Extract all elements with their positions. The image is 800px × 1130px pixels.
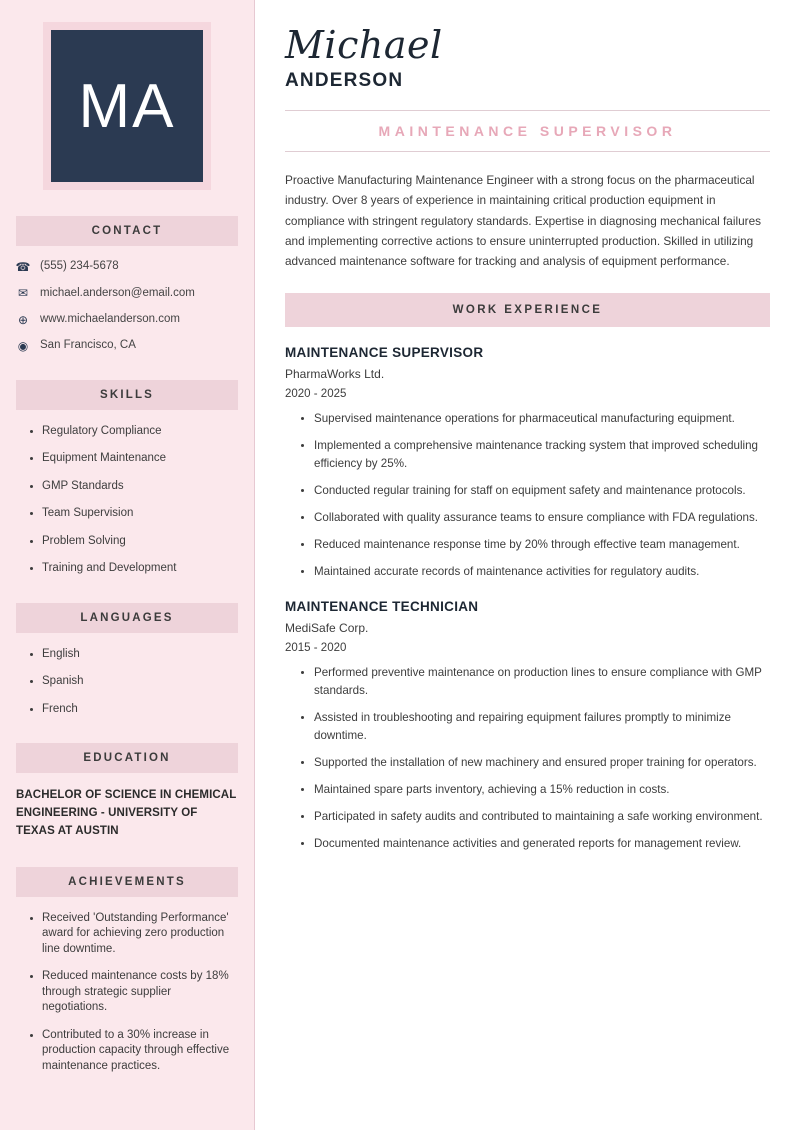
list-item: French xyxy=(30,702,238,718)
contact-item-email xyxy=(16,286,238,300)
job-dates-2: 2015 - 2020 xyxy=(285,642,347,655)
avatar: MA xyxy=(51,30,203,182)
list-item: Documented maintenance activities and generated reports for management review. xyxy=(301,835,770,853)
list-item: Supervised maintenance operations for pharmaceutical manufacturing equipment. xyxy=(301,410,770,428)
list-item: Assisted in troubleshooting and repairing equipment failures promptly to minimize downtime. xyxy=(301,709,770,745)
job-entry-2 xyxy=(285,599,770,853)
contact-item-website xyxy=(16,313,238,327)
contact-website-text: www.michaelanderson.com xyxy=(40,313,180,326)
job-title-2: MAINTENANCE TECHNICIAN xyxy=(285,599,479,615)
list-item: Reduced maintenance response time by 20% through effective team management. xyxy=(301,536,770,554)
avatar-frame xyxy=(43,22,211,190)
work-experience-heading: WORK EXPERIENCE xyxy=(285,293,770,327)
job-entry-1 xyxy=(285,345,770,581)
list-item: Problem Solving xyxy=(30,534,238,550)
list-item: GMP Standards xyxy=(30,479,238,495)
languages-heading: LANGUAGES xyxy=(16,603,238,633)
contact-item-location xyxy=(16,339,238,353)
job-bullets-1 xyxy=(285,410,770,581)
list-item: Reduced maintenance costs by 18% through strategic supplier negotiations. xyxy=(30,969,238,1016)
professional-summary: Proactive Manufacturing Maintenance Engineer with a strong focus on the pharmaceutical industry. Over 8 years of experience in maintaining critical production equipment in compliance with stringent regulatory standards. Expertise in diagnosing mechanical failures and implementing corrective actions to ensure uninterrupted production. Skilled in utilizing advanced maintenance software for tracking and analysis of equipment performance. xyxy=(285,173,762,269)
first-name: Michael xyxy=(285,23,443,67)
job-company-1: PharmaWorks Ltd. xyxy=(285,367,385,382)
job-title-1: MAINTENANCE SUPERVISOR xyxy=(285,345,484,361)
contact-location-text: San Francisco, CA xyxy=(40,339,136,352)
contact-item-phone xyxy=(16,260,238,274)
list-item: Maintained accurate records of maintenance activities for regulatory audits. xyxy=(301,563,770,581)
envelope-icon: ✉ xyxy=(17,286,29,301)
job-company-2: MediSafe Corp. xyxy=(285,621,369,636)
location-pin-icon: ◉ xyxy=(17,339,29,354)
achievements-heading: ACHIEVEMENTS xyxy=(16,867,238,897)
list-item: English xyxy=(30,647,238,663)
achievements-list xyxy=(30,911,238,1075)
education-heading: EDUCATION xyxy=(16,743,238,773)
list-item: Maintained spare parts inventory, achieving a 15% reduction in costs. xyxy=(301,781,770,799)
education-entry: BACHELOR OF SCIENCE IN CHEMICAL ENGINEERING - UNIVERSITY OF TEXAS AT AUSTIN xyxy=(16,789,237,837)
list-item: Collaborated with quality assurance teams to ensure compliance with FDA regulations. xyxy=(301,509,770,527)
page-title: MAINTENANCE SUPERVISOR xyxy=(285,110,770,152)
list-item: Team Supervision xyxy=(30,506,238,522)
list-item: Received 'Outstanding Performance' award for achieving zero production line downtime. xyxy=(30,911,238,958)
globe-icon: ⊕ xyxy=(17,312,29,327)
list-item: Participated in safety audits and contributed to maintaining a safe working environment. xyxy=(301,808,770,826)
sidebar xyxy=(0,0,255,1130)
contact-phone-text: (555) 234-5678 xyxy=(40,260,119,273)
job-dates-1: 2020 - 2025 xyxy=(285,388,347,401)
list-item: Supported the installation of new machinery and ensured proper training for operators. xyxy=(301,754,770,772)
list-item: Conducted regular training for staff on equipment safety and maintenance protocols. xyxy=(301,482,770,500)
list-item: Spanish xyxy=(30,674,238,690)
list-item: Regulatory Compliance xyxy=(30,424,238,440)
contact-heading: CONTACT xyxy=(16,216,238,246)
list-item: Contributed to a 30% increase in production capacity through effective maintenance practices. xyxy=(30,1028,238,1075)
list-item: Performed preventive maintenance on production lines to ensure compliance with GMP standards. xyxy=(301,664,770,700)
list-item: Equipment Maintenance xyxy=(30,451,238,467)
list-item: Training and Development xyxy=(30,561,238,577)
last-name: ANDERSON xyxy=(285,70,404,91)
contact-email-text: michael.anderson@email.com xyxy=(40,286,195,299)
skills-heading: SKILLS xyxy=(16,380,238,410)
skills-list xyxy=(30,424,238,577)
languages-list xyxy=(30,647,238,718)
phone-icon: ☎ xyxy=(15,260,31,274)
contact-list xyxy=(16,260,238,354)
job-bullets-2 xyxy=(285,664,770,853)
list-item: Implemented a comprehensive maintenance tracking system that improved scheduling efficiency by 25%. xyxy=(301,437,770,473)
main-content xyxy=(255,0,800,1130)
